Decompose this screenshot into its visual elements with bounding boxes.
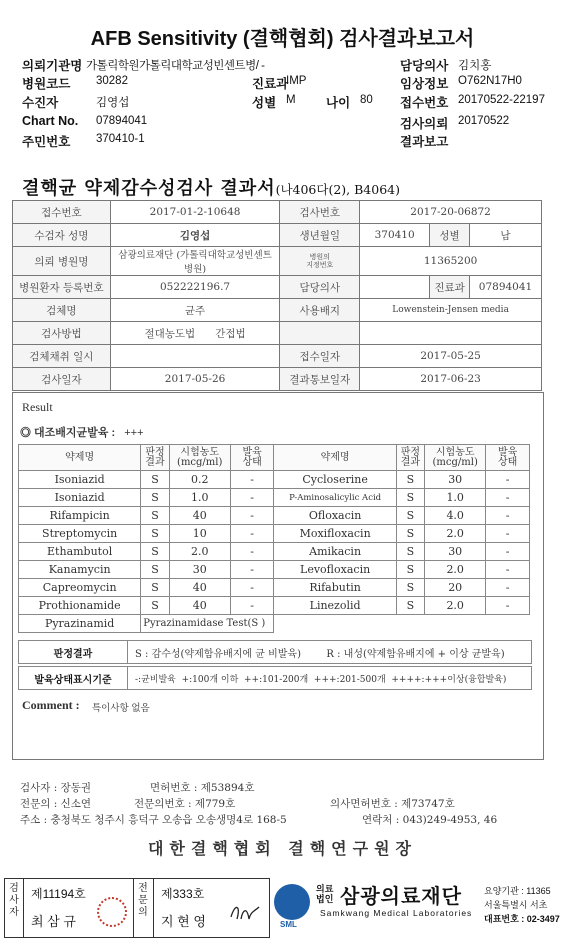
info-label: 병원환자 등록번호 <box>13 276 111 299</box>
table-row <box>19 489 530 507</box>
drug-name: Cycloserine <box>274 471 396 489</box>
drug-name: Isoniazid <box>19 471 141 489</box>
header-label: 임상정보 <box>400 77 449 91</box>
info-value: 2017-01-2-10648 <box>110 201 280 224</box>
control-culture-label: ◎ 대조배지균발육 : <box>20 427 116 439</box>
judgement-text: S : 감수성(약제함유배지에 균 비발육) R : 내성(약제함유배지에 + 이상 균발육) <box>135 648 505 660</box>
col-conc: 시험농도 (mcg/ml) <box>425 445 486 471</box>
pza-value: Pyrazinamidase Test(S ) <box>141 615 274 633</box>
method-absolute: 절대농도법 <box>144 327 196 340</box>
specialist-number: 제333호 <box>161 887 205 901</box>
info-value: 2017-06-23 <box>360 368 542 391</box>
drug-conc: 30 <box>425 543 486 561</box>
drug-conc: 40 <box>169 507 230 525</box>
drug-growth: - <box>486 507 530 525</box>
table-row <box>19 507 530 525</box>
info-label: 수검자 성명 <box>13 224 111 247</box>
address-line: 주소 : 충청북도 청주시 흥덕구 오송읍 오송생명4로 168-5 <box>20 814 287 826</box>
info-label: 의뢰 병원명 <box>13 247 111 276</box>
col-growth: 발육 상태 <box>230 445 274 471</box>
drug-conc: 2.0 <box>425 597 486 615</box>
info-label: 검사번호 <box>280 201 360 224</box>
col-drug: 약제명 <box>274 445 396 471</box>
tester-name: 최 삼 규 <box>31 914 76 929</box>
info-value: 2017-20-06872 <box>360 201 542 224</box>
info-value: 07894041 <box>470 276 542 299</box>
drug-conc: 30 <box>169 561 230 579</box>
header-value: 80 <box>360 94 373 106</box>
drug-judge: S <box>141 525 169 543</box>
header-value: 370410-1 <box>96 133 145 145</box>
header-label: 수진자 <box>22 96 59 110</box>
header-label: 담당의사 <box>400 59 449 73</box>
drug-name: Prothionamide <box>19 597 141 615</box>
info-value: Lowenstein-Jensen media <box>360 299 542 322</box>
info-value: 2017-05-26 <box>110 368 280 391</box>
drug-judge: S <box>396 507 424 525</box>
drug-conc: 4.0 <box>425 507 486 525</box>
drug-name: Kanamycin <box>19 561 141 579</box>
drug-growth: - <box>230 597 274 615</box>
drug-judge: S <box>396 597 424 615</box>
drug-growth: - <box>230 507 274 525</box>
drug-conc: 20 <box>425 579 486 597</box>
contact-line: 연락처 : 043)249-4953, 46 <box>362 814 498 826</box>
growth-legend <box>18 666 532 690</box>
judgement-legend <box>18 640 532 664</box>
info-label: 성별 <box>430 224 470 247</box>
info-label: 진료과 <box>430 276 470 299</box>
header-label: 성별 <box>252 96 277 110</box>
drug-judge: S <box>396 561 424 579</box>
table-row <box>19 561 530 579</box>
tester-line: 검사자 : 장동권 <box>20 782 92 794</box>
table-row <box>19 597 530 615</box>
drug-name: Ofloxacin <box>274 507 396 525</box>
drug-judge: S <box>396 489 424 507</box>
control-culture-value: +++ <box>124 427 144 439</box>
info-label: 담당의사 <box>280 276 360 299</box>
license-line: 면허번호 : 제53894호 <box>150 782 255 794</box>
drug-name: Capreomycin <box>19 579 141 597</box>
institution-code: 요양기관 : 11365 <box>484 886 551 896</box>
info-label: 결과통보일자 <box>280 368 360 391</box>
drug-growth: - <box>230 525 274 543</box>
header-value: 김치홍 <box>458 60 492 72</box>
comment-label: Comment : <box>22 698 80 712</box>
drug-conc: 1.0 <box>425 489 486 507</box>
info-label: 생년월일 <box>280 224 360 247</box>
foundation-name: 삼광의료재단 <box>340 886 462 908</box>
header-value: 가톨릭학원가톨릭대학교성빈센트병/ - <box>86 60 265 72</box>
drug-name: Moxifloxacin <box>274 525 396 543</box>
tester-seal-icon <box>97 897 127 927</box>
drug-judge: S <box>141 597 169 615</box>
info-value: 남 <box>470 224 542 247</box>
foundation-prefix: 의료 법인 <box>316 884 334 904</box>
institution-name: 대한결핵협회 결핵연구원장 <box>147 839 418 858</box>
pza-name: Pyrazinamid <box>19 615 141 633</box>
info-value: 2017-05-25 <box>360 345 542 368</box>
info-value: 11365200 <box>360 247 542 276</box>
foundation-address: 서울특별시 서초 <box>484 900 548 910</box>
header-label: 진료과 <box>252 77 289 91</box>
drug-judge: S <box>396 579 424 597</box>
drug-growth: - <box>230 471 274 489</box>
col-judge: 판정 결과 <box>396 445 424 471</box>
header-label: 주민번호 <box>22 135 71 149</box>
drug-growth: - <box>230 579 274 597</box>
drug-name: P-Aminosalicylic Acid <box>274 489 396 507</box>
tester-number: 제11194호 <box>31 887 86 901</box>
col-judge: 판정 결과 <box>141 445 169 471</box>
drug-conc: 40 <box>169 597 230 615</box>
report-code: (나406다(2), B4064) <box>275 182 400 197</box>
drug-name: Isoniazid <box>19 489 141 507</box>
sml-logo-text: SML <box>280 920 297 929</box>
drug-conc: 10 <box>169 525 230 543</box>
drug-judge: S <box>141 579 169 597</box>
header-label: Chart No. <box>22 114 79 128</box>
drug-name: Linezolid <box>274 597 396 615</box>
header-value: IMP <box>286 75 307 87</box>
drug-conc: 2.0 <box>425 525 486 543</box>
header-value: M <box>286 94 296 106</box>
specialist-line: 전문의 : 신소연 <box>20 798 92 810</box>
drug-judge: S <box>396 525 424 543</box>
sml-logo-icon <box>274 884 310 920</box>
info-label: 병원의 지정번호 <box>280 247 360 276</box>
report-title: AFB Sensitivity (결핵협회) 검사결과보고서 <box>90 28 475 50</box>
judgement-label: 판정결과 <box>19 641 128 663</box>
drug-name: Ethambutol <box>19 543 141 561</box>
control-culture <box>20 424 144 440</box>
drug-growth: - <box>486 543 530 561</box>
drug-name: Amikacin <box>274 543 396 561</box>
header-label: 결과보고 <box>400 135 449 149</box>
growth-text: -:균비발육 +:100개 이하 ++:101-200개 +++:201-500개 ++++:+++이상(융합발육) <box>135 674 507 685</box>
info-value: 삼광의료재단 (가톨릭대학교성빈센트병원) <box>110 247 280 276</box>
foundation-phone: 대표번호 : 02-3497 <box>484 914 560 924</box>
drug-growth: - <box>486 579 530 597</box>
info-label: 검사방법 <box>13 322 111 345</box>
drug-name: Rifabutin <box>274 579 396 597</box>
specialist-name: 지 현 영 <box>161 914 206 929</box>
drug-judge: S <box>141 471 169 489</box>
sensitivity-report-heading <box>22 174 400 200</box>
doctor-license-line: 의사면허번호 : 제73747호 <box>330 798 455 810</box>
drug-growth: - <box>486 597 530 615</box>
info-label <box>280 322 360 345</box>
drug-judge: S <box>141 561 169 579</box>
drug-conc: 2.0 <box>169 543 230 561</box>
header-label: 병원코드 <box>22 77 71 91</box>
table-row <box>19 525 530 543</box>
drug-judge: S <box>141 489 169 507</box>
drug-conc: 1.0 <box>169 489 230 507</box>
drug-judge: S <box>141 507 169 525</box>
header-value: 30282 <box>96 75 128 87</box>
info-value <box>110 345 280 368</box>
drug-name: Streptomycin <box>19 525 141 543</box>
info-value <box>360 276 430 299</box>
drug-judge: S <box>396 471 424 489</box>
info-label: 검체채취 일시 <box>13 345 111 368</box>
info-value: 052222196.7 <box>110 276 280 299</box>
drug-sensitivity-table <box>18 444 530 633</box>
header-value: 07894041 <box>96 115 148 127</box>
drug-name: Rifampicin <box>19 507 141 525</box>
drug-judge: S <box>396 543 424 561</box>
result-label: Result <box>22 400 53 414</box>
info-value: 370410 <box>360 224 430 247</box>
drug-conc: 0.2 <box>169 471 230 489</box>
header-label: 의뢰기관명 <box>22 59 83 73</box>
growth-label: 발육상태표시기준 <box>19 667 128 689</box>
drug-growth: - <box>230 489 274 507</box>
drug-growth: - <box>486 561 530 579</box>
specialist-label: 전문의 <box>138 883 148 918</box>
comment-text: 특이사항 없음 <box>92 703 150 714</box>
header-label: 나이 <box>326 96 351 110</box>
tester-label: 검사자 <box>9 883 19 918</box>
info-label: 접수번호 <box>13 201 111 224</box>
header-label: 검사의뢰 <box>400 117 449 131</box>
info-value: 김영섭 <box>110 224 280 247</box>
table-row <box>19 543 530 561</box>
foundation-english-name: Samkwang Medical Laboratories <box>320 908 473 918</box>
drug-conc: 2.0 <box>425 561 486 579</box>
table-row <box>19 579 530 597</box>
specialist-no-line: 전문의번호 : 제779호 <box>134 798 236 810</box>
signature-box <box>4 878 270 938</box>
method-indirect: 간접법 <box>215 327 246 340</box>
info-label: 사용배지 <box>280 299 360 322</box>
drug-growth: - <box>230 561 274 579</box>
drug-conc: 30 <box>425 471 486 489</box>
drug-growth: - <box>486 471 530 489</box>
header-value: 김영섭 <box>96 97 130 109</box>
header-value: O762N17H0 <box>458 75 522 87</box>
drug-growth: - <box>230 543 274 561</box>
info-value <box>360 322 542 345</box>
signature-icon <box>227 901 263 925</box>
drug-growth: - <box>486 489 530 507</box>
drug-name: Levofloxacin <box>274 561 396 579</box>
foundation-banner <box>274 880 564 936</box>
header-value: 20170522 <box>458 115 510 127</box>
drug-growth: - <box>486 525 530 543</box>
drug-conc: 40 <box>169 579 230 597</box>
table-row <box>19 615 530 633</box>
col-growth: 발육 상태 <box>486 445 530 471</box>
col-conc: 시험농도 (mcg/ml) <box>169 445 230 471</box>
col-drug: 약제명 <box>19 445 141 471</box>
info-label: 검사일자 <box>13 368 111 391</box>
drug-judge: S <box>141 543 169 561</box>
info-label: 검체명 <box>13 299 111 322</box>
table-row <box>19 471 530 489</box>
header-value: 20170522-22197 <box>458 94 545 106</box>
info-value <box>110 322 280 345</box>
info-value: 균주 <box>110 299 280 322</box>
info-label: 접수일자 <box>280 345 360 368</box>
header-label: 접수번호 <box>400 96 449 110</box>
specimen-info-table <box>12 200 542 391</box>
sensitivity-report-title: 결핵균 약제감수성검사 결과서 <box>22 178 276 199</box>
